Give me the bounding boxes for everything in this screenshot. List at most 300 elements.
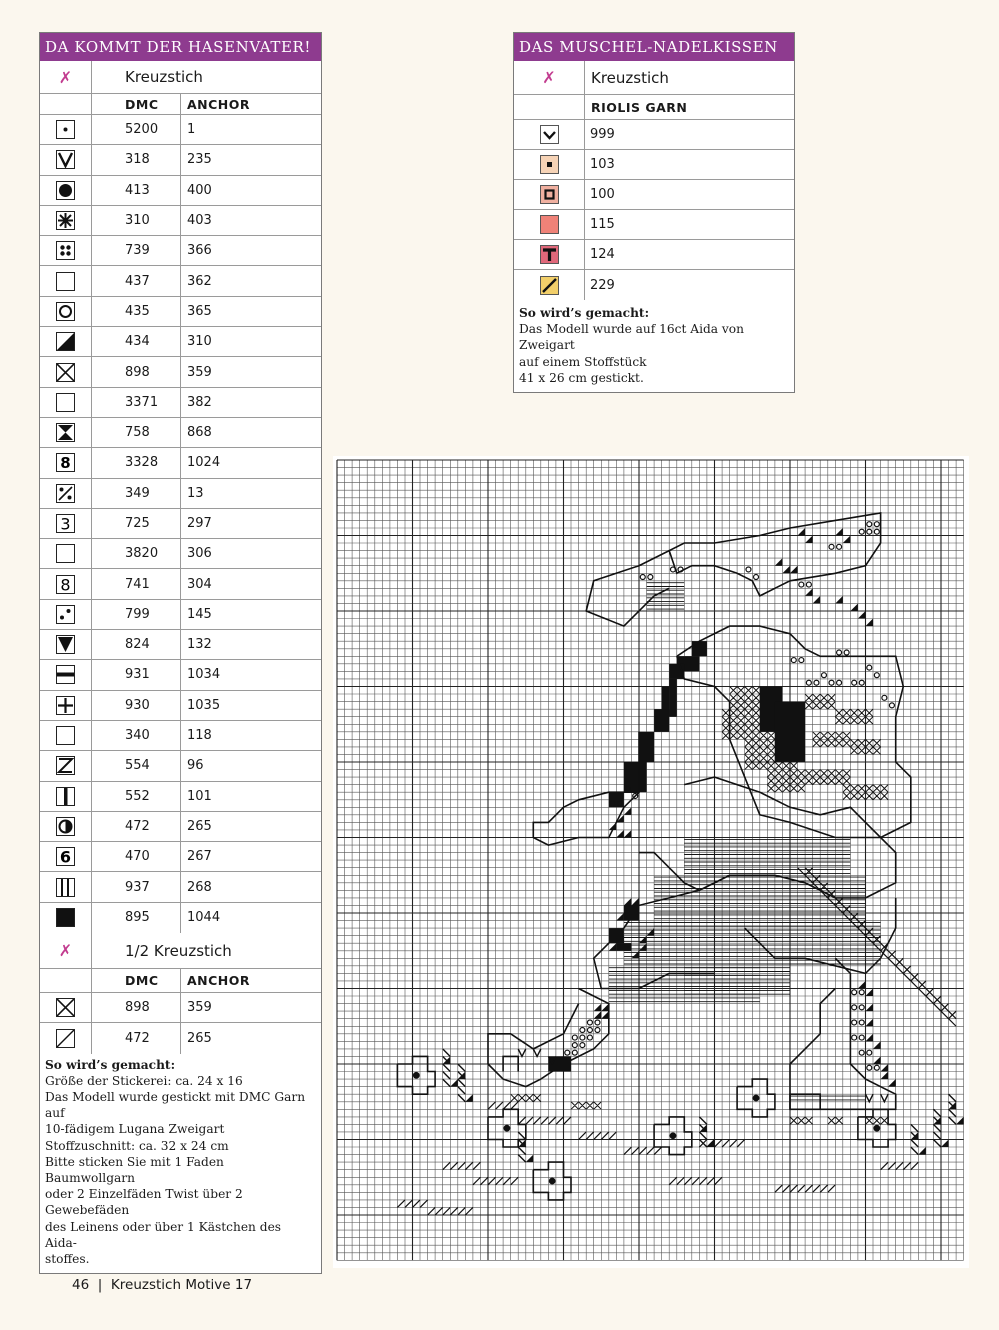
dmc-value: 937: [92, 872, 181, 901]
anchor-value: 1: [187, 122, 196, 138]
stitch-fill: [624, 762, 647, 792]
stitch-ring: [889, 703, 894, 708]
anchor-value: 362: [187, 273, 212, 289]
legend-row: [40, 509, 321, 539]
anchor-value: 1044: [187, 910, 221, 926]
col-anchor: ANCHOR: [187, 96, 251, 112]
asterisk-icon: [56, 211, 75, 230]
flower-center: [670, 1132, 677, 1139]
stitch-ring: [799, 658, 804, 663]
stitch-triangle: [873, 1041, 881, 1049]
stitch-ring: [799, 582, 804, 587]
stitch-header: [40, 61, 321, 94]
legend-title: DA KOMMT DER HASENVATER!: [40, 33, 321, 61]
legend-row: [40, 872, 321, 902]
dmc-value: 310: [92, 206, 181, 235]
anchor-value: 265: [187, 1030, 212, 1046]
stitch-ring: [859, 990, 864, 995]
stitch-cross: [767, 770, 805, 793]
stitch-fill: [669, 679, 677, 717]
stitch-ring: [859, 1005, 864, 1010]
stitch-fill: [654, 709, 669, 732]
stitch-fill: [616, 943, 631, 951]
dmc-value: 472: [92, 1023, 181, 1053]
stitch-triangle: [881, 1072, 889, 1080]
legend-row: [40, 297, 321, 327]
anchor-value: 1035: [187, 697, 221, 713]
box-square-icon: [540, 185, 559, 204]
stitch-ring: [587, 1028, 592, 1033]
stitch-ring: [565, 1050, 570, 1055]
column-header-row: [514, 95, 794, 120]
stitch-triangle: [609, 822, 617, 830]
flower-center: [753, 1095, 760, 1102]
stitch-triangle: [873, 1056, 881, 1064]
dmc-value: 758: [92, 418, 181, 447]
legend-row: [40, 721, 321, 751]
stitch-triangle: [835, 596, 843, 604]
dmc-value: 554: [92, 751, 181, 780]
stitch-ring: [867, 1050, 872, 1055]
v-icon: [56, 150, 75, 169]
riolis-code: 103: [590, 157, 615, 172]
column-header-row: [40, 94, 321, 115]
v-stitches: [518, 1049, 888, 1102]
footer-separator: |: [93, 1277, 107, 1293]
flower-center: [873, 1125, 880, 1132]
legend-row: [40, 782, 321, 812]
down-triangle-icon: [56, 635, 75, 654]
dmc-value: 895: [92, 903, 181, 933]
anchor-value: 304: [187, 576, 212, 592]
grass-line: [579, 1132, 617, 1140]
dmc-value: 898: [92, 357, 181, 386]
notes-title: So wird’s gemacht:: [519, 306, 650, 320]
legend-row: [514, 150, 794, 180]
stitch-triangle: [858, 981, 866, 989]
stitch-ring: [859, 1035, 864, 1040]
stitch-ring: [595, 1020, 600, 1025]
notes-line: Das Modell wurde gestickt mit DMC Garn auf: [45, 1090, 306, 1121]
plus-icon: [56, 696, 75, 715]
minus-icon: [56, 665, 75, 684]
dmc-value: 552: [92, 782, 181, 811]
six-icon: [56, 847, 75, 866]
dmc-value: 437: [92, 266, 181, 295]
dmc-value: 739: [92, 236, 181, 265]
legend-row: [40, 115, 321, 145]
stitch-ring: [572, 1050, 577, 1055]
instructions: [514, 300, 794, 392]
anchor-value: 96: [187, 758, 204, 774]
stitch-ring: [837, 650, 842, 655]
legend-hasenvater: [39, 32, 322, 1274]
dmc-value: 3328: [92, 448, 181, 477]
flower-center: [413, 1072, 420, 1079]
page-number: 46: [72, 1277, 90, 1293]
legend-row: [40, 388, 321, 418]
grass-line: [624, 1147, 662, 1155]
stitch-triangle: [956, 1117, 964, 1125]
notes-line: Größe der Stickerei: ca. 24 x 16: [45, 1073, 243, 1088]
legend-row: [40, 327, 321, 357]
legend-row: [40, 903, 321, 933]
col-anchor: ANCHOR: [187, 973, 251, 989]
stitch-cross: [866, 1117, 889, 1125]
half-circle-icon: [56, 817, 75, 836]
legend-row: [40, 569, 321, 599]
half-stitch-header: [40, 933, 321, 969]
stitch-ring: [572, 1043, 577, 1048]
anchor-value: 366: [187, 243, 212, 259]
stitch-ring: [852, 1005, 857, 1010]
anchor-value: 359: [187, 1000, 212, 1016]
stitch-triangle: [918, 1147, 926, 1155]
anchor-value: 400: [187, 182, 212, 198]
legend-row: [40, 660, 321, 690]
publication-name: Kreuzstich Motive 17: [110, 1277, 253, 1293]
anchor-value: 306: [187, 546, 212, 562]
stitch-triangle: [465, 1094, 473, 1102]
dmc-value: 3371: [92, 388, 181, 417]
dmc-value: 3820: [92, 539, 181, 568]
notes-line: 41 x 26 cm gestickt.: [519, 370, 644, 385]
stitch-fill: [639, 732, 654, 762]
dmc-value: 435: [92, 297, 181, 326]
stitch-triangle: [941, 1140, 949, 1148]
notes-line: auf einem Stoffstück: [519, 354, 647, 369]
legend-row: [514, 180, 794, 210]
svg-text:8: 8: [60, 454, 71, 472]
stitch-label: Kreuzstich: [125, 68, 203, 86]
stitch-triangle: [647, 928, 655, 936]
col-dmc: DMC: [92, 969, 181, 992]
legend-row: [40, 418, 321, 448]
stitch-triangle: [813, 596, 821, 604]
anchor-value: 267: [187, 849, 212, 865]
double-bar-icon: [56, 878, 75, 897]
grass-sprig: [933, 1109, 941, 1147]
stitch-ring: [791, 658, 796, 663]
notes-line: Stoffzuschnitt: ca. 32 x 24 cm: [45, 1138, 229, 1153]
legend-row: [40, 266, 321, 296]
stitch-ring: [640, 575, 645, 580]
stitch-ring: [859, 1050, 864, 1055]
legend-row: [40, 145, 321, 175]
svg-text:6: 6: [59, 848, 72, 866]
anchor-value: 1024: [187, 455, 221, 471]
legend-row: [40, 812, 321, 842]
dmc-value: 725: [92, 509, 181, 538]
anchor-value: 868: [187, 425, 212, 441]
stitch-ring: [648, 575, 653, 580]
anchor-value: 359: [187, 364, 212, 380]
stitch-ring: [844, 650, 849, 655]
dmc-value: 741: [92, 569, 181, 598]
legend-row: [40, 448, 321, 478]
stitch-header: [514, 61, 794, 95]
stitch-triangle: [601, 1011, 609, 1019]
anchor-value: 13: [187, 485, 204, 501]
diagonal-icon: [56, 1029, 75, 1048]
check-icon: [540, 125, 559, 144]
dmc-value: 799: [92, 600, 181, 629]
stitch-triangle: [775, 558, 783, 566]
dmc-value: 824: [92, 630, 181, 659]
column-header-row: [40, 969, 321, 993]
filled-circle-icon: [56, 181, 75, 200]
cross-stitch-icon: ✗: [514, 61, 585, 94]
stitch-triangle: [639, 943, 647, 951]
stitch-ring: [587, 1020, 592, 1025]
page-footer: [72, 1277, 252, 1293]
grass-sprig: [458, 1064, 466, 1102]
stitch-triangle: [631, 898, 639, 906]
ring-icon: [56, 302, 75, 321]
notes-line: oder 2 Einzelfäden Twist über 2 Gewebefäden: [45, 1187, 243, 1218]
grass-line: [881, 1162, 919, 1170]
stitch-triangle: [866, 1034, 874, 1042]
stitch-triangle: [624, 830, 632, 838]
stitch-triangle: [805, 588, 813, 596]
dmc-value: 898: [92, 993, 181, 1022]
notes-line: Das Modell wurde auf 16ct Aida von Zweigart: [519, 322, 744, 353]
stitch-triangle: [616, 830, 624, 838]
half-x-icon: [56, 998, 75, 1017]
bar-icon: [56, 787, 75, 806]
legend-row: [40, 751, 321, 781]
svg-text:3: 3: [60, 515, 71, 532]
legend-row: [40, 479, 321, 509]
stitch-pattern-chart: [333, 456, 969, 1268]
anchor-value: 297: [187, 516, 212, 531]
empty-square-icon: [56, 544, 75, 563]
stitch-triangle: [866, 1019, 874, 1027]
dmc-value: 413: [92, 176, 181, 205]
legend-row: [40, 357, 321, 387]
notes-line: Bitte sticken Sie mit 1 Faden Baumwollgarn: [45, 1154, 224, 1186]
stitch-ring: [874, 1065, 879, 1070]
notes-title: So wird’s gemacht:: [45, 1057, 176, 1072]
stitch-triangle: [450, 1079, 458, 1087]
stitch-ring: [867, 1065, 872, 1070]
grass-line: [443, 1162, 481, 1170]
stitch-triangle: [782, 566, 790, 574]
stitch-ring: [874, 529, 879, 534]
stitch-triangle: [601, 1004, 609, 1012]
stitch-triangle: [594, 1004, 602, 1012]
hourglass-icon: [56, 423, 75, 442]
stitch-triangle: [843, 536, 851, 544]
solid-swatch-icon: [540, 215, 559, 234]
dmc-value: 930: [92, 691, 181, 720]
legend-row: [40, 600, 321, 630]
stitch-ring: [867, 665, 872, 670]
stitch-ring: [874, 522, 879, 527]
stitch-fill: [624, 905, 639, 920]
stitch-ring: [814, 680, 819, 685]
stitch-cross: [790, 1117, 813, 1125]
stitch-triangle: [639, 936, 647, 944]
stitch-triangle: [624, 898, 632, 906]
stitch-triangle: [526, 1155, 534, 1163]
riolis-code: 999: [590, 127, 615, 142]
stitch-ring: [595, 1028, 600, 1033]
legend-row: [40, 691, 321, 721]
cross-stitch-icon: ✗: [40, 933, 92, 968]
stitch-fill: [692, 641, 707, 656]
anchor-value: 403: [187, 213, 212, 229]
stitch-ring: [852, 680, 857, 685]
stitch-triangle: [609, 943, 617, 951]
stitch-triangle: [805, 536, 813, 544]
legend-row: [40, 539, 321, 569]
legend-row: [40, 176, 321, 206]
stitch-triangle: [850, 603, 858, 611]
dmc-value: 472: [92, 812, 181, 841]
stitch-ring: [852, 1035, 857, 1040]
legend-title: DAS MUSCHEL-NADELKISSEN: [514, 33, 794, 61]
stitch-triangle: [631, 951, 639, 959]
stitch-triangle: [798, 528, 806, 536]
stitch-triangle: [790, 566, 798, 574]
anchor-value: 118: [187, 728, 212, 744]
legend-row: [40, 993, 321, 1023]
notes-line: 10-fädigem Lugana Zweigart: [45, 1122, 225, 1137]
anchor-value: 365: [187, 303, 212, 319]
stitch-ring: [821, 673, 826, 678]
dmc-value: 5200: [92, 115, 181, 144]
four-dots-icon: [56, 241, 75, 260]
anchor-value: 101: [187, 788, 212, 804]
legend-row: [40, 1023, 321, 1053]
stitch-ring: [754, 575, 759, 580]
anchor-value: 268: [187, 879, 212, 895]
stitch-ring: [874, 673, 879, 678]
instructions: [40, 1054, 321, 1274]
stitch-triangle: [866, 1004, 874, 1012]
x-box-icon: [56, 363, 75, 382]
dmc-value: 470: [92, 842, 181, 871]
stitch-ring: [852, 1020, 857, 1025]
stitch-triangle: [835, 528, 843, 536]
riolis-code: 115: [590, 217, 615, 232]
legend-row: [514, 120, 794, 150]
stitch-ring: [829, 680, 834, 685]
legend-row: [514, 270, 794, 300]
stitch-triangle: [881, 1064, 889, 1072]
stitch-ring: [867, 522, 872, 527]
legend-row: [514, 210, 794, 240]
stitch-triangle: [616, 913, 624, 921]
anchor-value: 310: [187, 334, 212, 350]
stitch-fill: [609, 928, 624, 943]
half-triangle-icon: [56, 332, 75, 351]
stitch-ring: [580, 1028, 585, 1033]
stitch-ring: [837, 680, 842, 685]
bold-eight-icon: [56, 453, 75, 472]
stitch-ring: [859, 1020, 864, 1025]
col-dmc: DMC: [92, 94, 181, 114]
anchor-value: 265: [187, 818, 212, 834]
stitch-ring: [746, 567, 751, 572]
stitch-label: Kreuzstich: [591, 68, 669, 87]
legend-row: [40, 842, 321, 872]
flower-center: [503, 1125, 510, 1132]
flower-center: [549, 1178, 556, 1185]
eight-icon: [56, 575, 75, 594]
riolis-code: 100: [590, 187, 615, 202]
stitch-ring: [572, 1035, 577, 1040]
stitch-ring: [859, 529, 864, 534]
stitch-ring: [806, 582, 811, 587]
legend-muschel: [513, 32, 795, 393]
z-icon: [56, 756, 75, 775]
half-stitch-label: 1/2 Kreuzstich: [125, 941, 232, 960]
stitch-triangle: [624, 807, 632, 815]
stitch-ring: [829, 544, 834, 549]
stitch-triangle: [888, 1079, 896, 1087]
empty-square-icon: [56, 272, 75, 291]
percent-icon: [56, 484, 75, 503]
stitch-ring: [587, 1035, 592, 1040]
svg-text:8: 8: [60, 575, 71, 593]
small-square-icon: [540, 155, 559, 174]
stitch-ring: [859, 680, 864, 685]
grass-sprig: [443, 1049, 451, 1087]
stitch-triangle: [866, 989, 874, 997]
stitch-ring: [867, 529, 872, 534]
anchor-value: 382: [187, 394, 212, 410]
t-icon: [540, 245, 559, 264]
riolis-code: 229: [590, 277, 615, 293]
anchor-value: 1034: [187, 667, 221, 683]
dmc-value: 340: [92, 721, 181, 750]
stitch-ring: [580, 1043, 585, 1048]
stitch-triangle: [866, 619, 874, 627]
legend-row: [514, 240, 794, 270]
two-dots-icon: [56, 605, 75, 624]
dmc-value: 349: [92, 479, 181, 508]
dmc-value: 318: [92, 145, 181, 174]
dmc-value: 931: [92, 660, 181, 689]
riolis-code: 124: [590, 247, 615, 262]
stitch-triangle: [858, 611, 866, 619]
dmc-value: 434: [92, 327, 181, 356]
stitch-ring: [837, 544, 842, 549]
stitch-ring: [882, 695, 887, 700]
anchor-value: 145: [187, 606, 212, 622]
legend-row: [40, 236, 321, 266]
anchor-value: 235: [187, 152, 212, 168]
anchor-value: 132: [187, 637, 212, 653]
stitch-ring: [580, 1035, 585, 1040]
dot-icon: [56, 120, 75, 139]
stitch-fill: [775, 702, 805, 762]
stitch-ring: [852, 990, 857, 995]
three-icon: [56, 514, 75, 533]
empty-square-icon: [56, 726, 75, 745]
legend-row: [40, 206, 321, 236]
cross-stitch-icon: ✗: [40, 61, 92, 93]
notes-line: des Leinens oder über 1 Kästchen des Aida-: [45, 1219, 282, 1250]
legend-row: [40, 630, 321, 660]
stitch-triangle: [594, 1011, 602, 1019]
filled-square-icon: [56, 908, 75, 927]
stitch-ring: [806, 680, 811, 685]
slash-icon: [540, 276, 559, 295]
col-riolis: RIOLIS GARN: [591, 99, 688, 115]
